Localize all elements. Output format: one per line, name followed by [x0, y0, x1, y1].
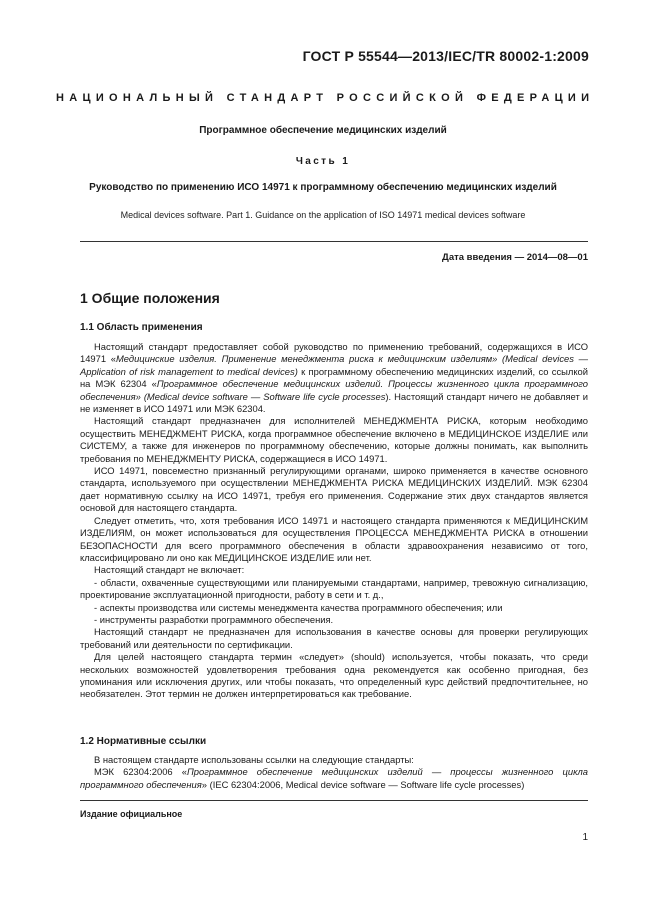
introduction-date: Дата введения — 2014—08—01: [442, 252, 588, 263]
bottom-divider: [80, 800, 588, 801]
edition-label: Издание официальное: [80, 809, 183, 819]
paragraph: [80, 341, 588, 415]
national-standard-title: НАЦИОНАЛЬНЫЙ СТАНДАРТ РОССИЙСКОЙ ФЕДЕРАЦИИ: [56, 92, 595, 104]
page-number: 1: [582, 832, 588, 843]
text-run-italic: Программное обеспечение медицинских изделий — процессы жизненного цикла программного обеспечения: [80, 766, 588, 790]
paragraph: Настоящий стандарт не предназначен для использования в качестве основы для проверки регулирующих требований или деятельности по сертификации.: [80, 626, 588, 650]
paragraph: Настоящий стандарт предназначен для исполнителей МЕНЕДЖМЕНТА РИСКА, которым необходимо осуществить МЕНЕДЖМЕНТ РИСКА, когда программное обеспечение включено в МЕДИЦИНСКОЕ ИЗДЕЛИЕ или СИСТЕМУ, а также для инженеров по программному обеспечению, которые должны понимать, как выполнить требования по МЕНЕДЖМЕНТУ РИСКА, содержащиеся в ИСО 14971.: [80, 415, 588, 464]
guidance-title: Руководство по применению ИСО 14971 к программному обеспечению медицинских изделий: [89, 182, 557, 193]
text-run: МЭК 62304:2006 «: [94, 766, 187, 778]
paragraph: ИСО 14971, повсеместно признанный регулирующими органами, широко применяется в качестве основного стандарта, используемого при осуществлении МЕНЕДЖМЕНТА РИСКА МЕДИЦИНСКИХ ИЗДЕЛИЙ. МЭК 62304 дает нормативную ссылку на ИСО 14971, требуя его применения. Содержание этих двух стандартов является основой для настоящего стандарта.: [80, 465, 588, 514]
list-item: - аспекты производства или системы менеджмента качества программного обеспечения; или: [94, 601, 503, 613]
text-run-italic: Медицинские изделия. Применение менеджмента риска к медицинским изделиям» (Medical devices — Application of risk management to medical devices): [80, 353, 588, 377]
subject-title: Программное обеспечение медицинских изделий: [199, 125, 447, 136]
references-heading: 1.2 Нормативные ссылки: [80, 736, 207, 747]
text-run-italic: Программное обеспечение медицинских изделий. Процессы жизненного цикла программного обеспечения» (Medical device software — Software life cycle processes: [80, 378, 589, 402]
scope-heading: 1.1 Область применения: [80, 322, 203, 333]
section-title: 1 Общие положения: [80, 290, 220, 306]
standard-id: ГОСТ Р 55544—2013/IEC/TR 80002-1:2009: [302, 48, 589, 64]
part-title: Часть 1: [295, 156, 351, 167]
text-run: » (IEC 62304:2006, Medical device software — Software life cycle processes): [201, 778, 525, 790]
paragraph: [80, 766, 588, 791]
text-run: к программному обеспечению медицинских изделий, со ссылкой на МЭК 62304 «: [80, 365, 588, 390]
text-run: ). Настоящий стандарт ничего не добавляет и не изменяет в ИСО 14971 или МЭК 62304.: [80, 390, 589, 415]
list-item: - инструменты разработки программного обеспечения.: [94, 613, 334, 625]
text-run: Настоящий стандарт предоставляет собой руководство по применению требований, содержащихся в ИСО 14971 «: [80, 341, 588, 365]
paragraph: Настоящий стандарт не включает:: [94, 564, 245, 576]
list-item: - области, охваченные существующими или планируемыми стандартами, например, тревожную сигнализацию, проектирование эксплуатационной пригодности, работу в сети и т. д.,: [80, 576, 588, 601]
scope-body: [80, 341, 588, 701]
paragraph: В настоящем стандарте использованы ссылки на следующие стандарты:: [94, 754, 414, 765]
english-title: Medical devices software. Part 1. Guidance on the application of ISO 14971 medical devices software: [120, 210, 526, 220]
paragraph: Для целей настоящего стандарта термин «следует» (should) используется, чтобы показать, что среди нескольких возможностей удовлетворения требования одна рекомендуется как особенно пригодная, без упоминания или исключения других, или чтобы показать, что определенный курс действий предпочтительнее, но необязателен. Этот термин не должен интерпретироваться как требование.: [80, 651, 588, 700]
top-divider: [80, 241, 588, 242]
references-body: [80, 754, 588, 791]
paragraph: Следует отметить, что, хотя требования ИСО 14971 и настоящего стандарта применяются к МЕДИЦИНСКИМ ИЗДЕЛИЯМ, он может использоваться для осуществления ПРОЦЕССА МЕНЕДЖМЕНТА РИСКА в отношении БЕЗОПАСНОСТИ для всего программного обеспечения в области здравоохранения независимо от того, классифицировано ли оно как МЕДИЦИНСКОЕ ИЗДЕЛИЕ или нет.: [80, 514, 588, 563]
